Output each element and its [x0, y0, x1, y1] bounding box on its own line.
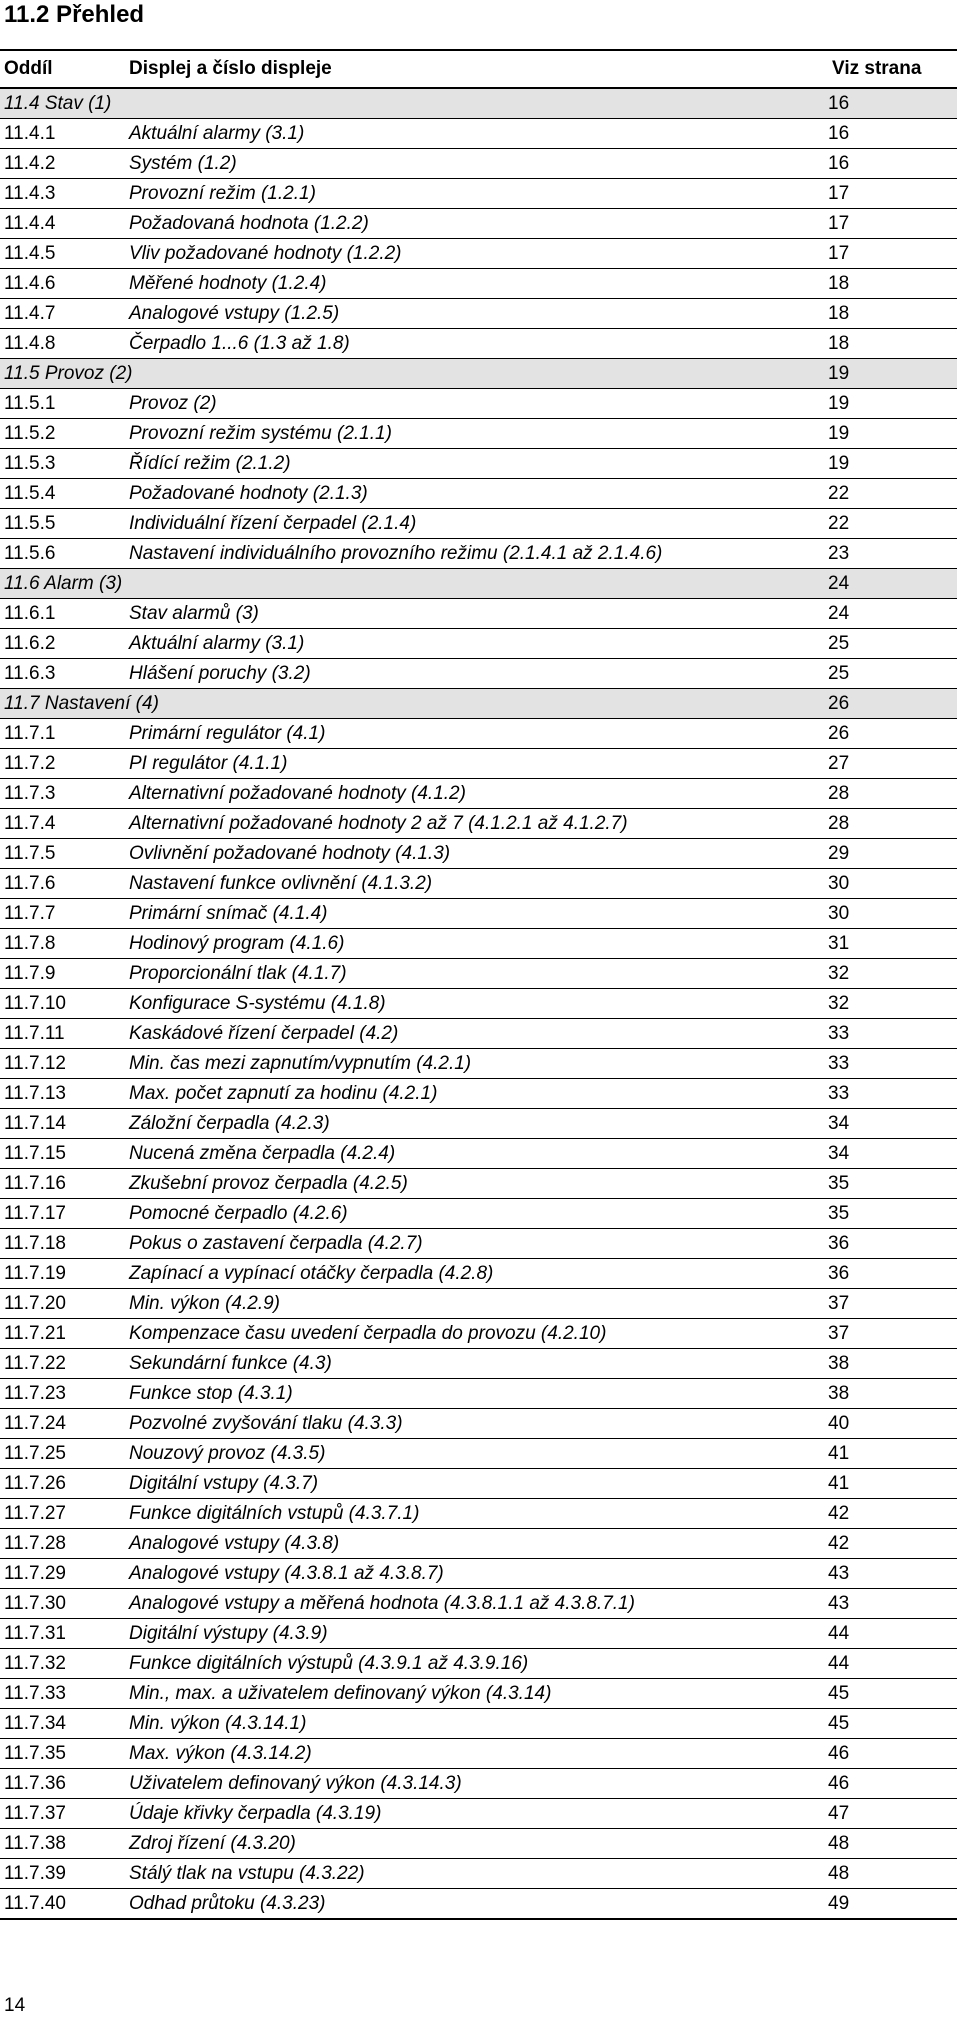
table-row [0, 1469, 957, 1499]
section-number: 11.7.15 [0, 1139, 125, 1169]
table-row [0, 449, 957, 479]
display-title: Analogové vstupy a měřená hodnota (4.3.8.1.1 až 4.3.8.7.1) [125, 1589, 828, 1619]
section-number: 11.7.10 [0, 989, 125, 1019]
display-title: Čerpadlo 1...6 (1.3 až 1.8) [125, 329, 828, 359]
page-ref: 22 [828, 479, 957, 509]
table-row [0, 1439, 957, 1469]
table-row [0, 1799, 957, 1829]
table-row [0, 599, 957, 629]
table-row [0, 1409, 957, 1439]
display-title: Aktuální alarmy (3.1) [125, 629, 828, 659]
table-header-row [0, 50, 957, 88]
display-title: Pozvolné zvyšování tlaku (4.3.3) [125, 1409, 828, 1439]
display-title: Vliv požadované hodnoty (1.2.2) [125, 239, 828, 269]
page-ref: 17 [828, 239, 957, 269]
section-number: 11.4.7 [0, 299, 125, 329]
page-ref: 34 [828, 1139, 957, 1169]
section-number: 11.7.12 [0, 1049, 125, 1079]
table-row [0, 1379, 957, 1409]
display-title: Min. výkon (4.2.9) [125, 1289, 828, 1319]
table-row [0, 809, 957, 839]
display-title: Funkce digitálních výstupů (4.3.9.1 až 4.3.9.16) [125, 1649, 828, 1679]
section-number: 11.7.22 [0, 1349, 125, 1379]
header-section: Oddíl [0, 50, 125, 88]
page-ref: 27 [828, 749, 957, 779]
display-title: Min., max. a uživatelem definovaný výkon (4.3.14) [125, 1679, 828, 1709]
section-number: 11.4.8 [0, 329, 125, 359]
table-row [0, 479, 957, 509]
section-number: 11.7.36 [0, 1769, 125, 1799]
section-number: 11.7.5 [0, 839, 125, 869]
section-number: 11.7.39 [0, 1859, 125, 1889]
table-row [0, 929, 957, 959]
page-ref: 16 [828, 119, 957, 149]
page-ref: 30 [828, 899, 957, 929]
page-ref: 35 [828, 1169, 957, 1199]
display-title: Provozní režim (1.2.1) [125, 179, 828, 209]
section-number: 11.7.26 [0, 1469, 125, 1499]
section-number: 11.7.23 [0, 1379, 125, 1409]
table-row [0, 1709, 957, 1739]
page-ref: 44 [828, 1619, 957, 1649]
display-title: Kaskádové řízení čerpadel (4.2) [125, 1019, 828, 1049]
section-number: 11.6.1 [0, 599, 125, 629]
section-number: 11.7.4 [0, 809, 125, 839]
page-ref: 45 [828, 1709, 957, 1739]
display-title: Zkušební provoz čerpadla (4.2.5) [125, 1169, 828, 1199]
display-title: Zapínací a vypínací otáčky čerpadla (4.2.8) [125, 1259, 828, 1289]
page-ref: 33 [828, 1079, 957, 1109]
page-ref: 33 [828, 1049, 957, 1079]
section-number: 11.4.6 [0, 269, 125, 299]
display-title: Hlášení poruchy (3.2) [125, 659, 828, 689]
display-title: Odhad průtoku (4.3.23) [125, 1889, 828, 1920]
page-ref: 35 [828, 1199, 957, 1229]
page-ref: 41 [828, 1439, 957, 1469]
section-number: 11.4.3 [0, 179, 125, 209]
section-number: 11.7.40 [0, 1889, 125, 1920]
page-ref: 18 [828, 299, 957, 329]
section-number: 11.5.6 [0, 539, 125, 569]
display-title: Primární snímač (4.1.4) [125, 899, 828, 929]
section-number: 11.4.5 [0, 239, 125, 269]
display-title: Nucená změna čerpadla (4.2.4) [125, 1139, 828, 1169]
table-row [0, 509, 957, 539]
table-row [0, 899, 957, 929]
display-title: Pomocné čerpadlo (4.2.6) [125, 1199, 828, 1229]
section-number: 11.7.6 [0, 869, 125, 899]
display-title: Sekundární funkce (4.3) [125, 1349, 828, 1379]
table-row [0, 779, 957, 809]
section-number: 11.7.14 [0, 1109, 125, 1139]
table-row [0, 989, 957, 1019]
table-row [0, 1529, 957, 1559]
page-ref: 25 [828, 659, 957, 689]
section-number: 11.7.31 [0, 1619, 125, 1649]
page-ref: 37 [828, 1289, 957, 1319]
page-ref: 24 [828, 599, 957, 629]
table-row [0, 239, 957, 269]
display-title: Zdroj řízení (4.3.20) [125, 1829, 828, 1859]
table-row [0, 299, 957, 329]
section-number: 11.7.13 [0, 1079, 125, 1109]
page-ref: 19 [828, 449, 957, 479]
section-number: 11.7.2 [0, 749, 125, 779]
page-ref: 28 [828, 809, 957, 839]
section-number: 11.6.2 [0, 629, 125, 659]
page-ref: 47 [828, 1799, 957, 1829]
display-title: Pokus o zastavení čerpadla (4.2.7) [125, 1229, 828, 1259]
page-ref: 36 [828, 1259, 957, 1289]
table-row [0, 1739, 957, 1769]
table-row [0, 869, 957, 899]
table-row [0, 1079, 957, 1109]
table-row [0, 719, 957, 749]
display-title: Min. výkon (4.3.14.1) [125, 1709, 828, 1739]
display-title: PI regulátor (4.1.1) [125, 749, 828, 779]
group-label: 11.4 Stav (1) [0, 88, 828, 119]
display-title: Analogové vstupy (4.3.8.1 až 4.3.8.7) [125, 1559, 828, 1589]
page-ref: 18 [828, 329, 957, 359]
display-title: Provozní režim systému (2.1.1) [125, 419, 828, 449]
table-row [0, 1889, 957, 1920]
table-row [0, 749, 957, 779]
section-number: 11.7.17 [0, 1199, 125, 1229]
page-ref: 23 [828, 539, 957, 569]
group-label: 11.7 Nastavení (4) [0, 689, 828, 719]
display-title: Funkce digitálních vstupů (4.3.7.1) [125, 1499, 828, 1529]
table-row [0, 179, 957, 209]
page-ref: 48 [828, 1859, 957, 1889]
page-ref: 36 [828, 1229, 957, 1259]
page-ref: 24 [828, 569, 957, 599]
table-row [0, 329, 957, 359]
table-row [0, 659, 957, 689]
display-title: Funkce stop (4.3.1) [125, 1379, 828, 1409]
display-title: Nouzový provoz (4.3.5) [125, 1439, 828, 1469]
table-row [0, 539, 957, 569]
section-number: 11.7.34 [0, 1709, 125, 1739]
group-label: 11.5 Provoz (2) [0, 359, 828, 389]
section-number: 11.5.2 [0, 419, 125, 449]
section-number: 11.7.11 [0, 1019, 125, 1049]
display-title: Digitální výstupy (4.3.9) [125, 1619, 828, 1649]
display-title: Provoz (2) [125, 389, 828, 419]
section-number: 11.7.38 [0, 1829, 125, 1859]
page-ref: 29 [828, 839, 957, 869]
display-title: Řídící režim (2.1.2) [125, 449, 828, 479]
page-ref: 34 [828, 1109, 957, 1139]
section-number: 11.4.2 [0, 149, 125, 179]
section-number: 11.7.18 [0, 1229, 125, 1259]
section-number: 11.7.3 [0, 779, 125, 809]
page-ref: 17 [828, 179, 957, 209]
page-ref: 19 [828, 359, 957, 389]
table-row [0, 1259, 957, 1289]
page-title: 11.2 Přehled [4, 1, 145, 28]
section-number: 11.7.32 [0, 1649, 125, 1679]
display-title: Alternativní požadované hodnoty (4.1.2) [125, 779, 828, 809]
display-title: Individuální řízení čerpadel (2.1.4) [125, 509, 828, 539]
display-title: Max. počet zapnutí za hodinu (4.2.1) [125, 1079, 828, 1109]
display-title: Digitální vstupy (4.3.7) [125, 1469, 828, 1499]
table-row [0, 1589, 957, 1619]
table-row [0, 1769, 957, 1799]
table-group-row [0, 689, 957, 719]
page-ref: 28 [828, 779, 957, 809]
page-ref: 38 [828, 1379, 957, 1409]
table-row [0, 1349, 957, 1379]
table-row [0, 959, 957, 989]
table-row [0, 839, 957, 869]
display-title: Uživatelem definovaný výkon (4.3.14.3) [125, 1769, 828, 1799]
page-ref: 19 [828, 389, 957, 419]
section-number: 11.5.3 [0, 449, 125, 479]
page-ref: 26 [828, 719, 957, 749]
table-row [0, 1109, 957, 1139]
display-title: Konfigurace S-systému (4.1.8) [125, 989, 828, 1019]
page-number: 14 [4, 1995, 26, 2016]
header-page: Viz strana [828, 50, 957, 88]
display-title: Kompenzace času uvedení čerpadla do provozu (4.2.10) [125, 1319, 828, 1349]
display-title: Min. čas mezi zapnutím/vypnutím (4.2.1) [125, 1049, 828, 1079]
page-ref: 43 [828, 1559, 957, 1589]
section-number: 11.5.4 [0, 479, 125, 509]
page-ref: 46 [828, 1739, 957, 1769]
table-row [0, 1199, 957, 1229]
section-number: 11.7.30 [0, 1589, 125, 1619]
display-title: Požadované hodnoty (2.1.3) [125, 479, 828, 509]
display-title: Údaje křivky čerpadla (4.3.19) [125, 1799, 828, 1829]
section-number: 11.7.16 [0, 1169, 125, 1199]
section-number: 11.7.37 [0, 1799, 125, 1829]
display-title: Záložní čerpadla (4.2.3) [125, 1109, 828, 1139]
display-title: Proporcionální tlak (4.1.7) [125, 959, 828, 989]
page-ref: 33 [828, 1019, 957, 1049]
page-ref: 40 [828, 1409, 957, 1439]
page-ref: 37 [828, 1319, 957, 1349]
page-ref: 44 [828, 1649, 957, 1679]
table-row [0, 1169, 957, 1199]
overview-table [0, 49, 957, 1920]
display-title: Nastavení funkce ovlivnění (4.1.3.2) [125, 869, 828, 899]
section-number: 11.7.25 [0, 1439, 125, 1469]
section-number: 11.7.7 [0, 899, 125, 929]
table-row [0, 1019, 957, 1049]
section-number: 11.7.20 [0, 1289, 125, 1319]
section-number: 11.7.29 [0, 1559, 125, 1589]
table-row [0, 389, 957, 419]
display-title: Max. výkon (4.3.14.2) [125, 1739, 828, 1769]
page-ref: 30 [828, 869, 957, 899]
section-number: 11.7.27 [0, 1499, 125, 1529]
table-row [0, 629, 957, 659]
page-ref: 43 [828, 1589, 957, 1619]
table-row [0, 1049, 957, 1079]
display-title: Požadovaná hodnota (1.2.2) [125, 209, 828, 239]
section-number: 11.4.4 [0, 209, 125, 239]
display-title: Stálý tlak na vstupu (4.3.22) [125, 1859, 828, 1889]
table-row [0, 149, 957, 179]
page-ref: 25 [828, 629, 957, 659]
display-title: Měřené hodnoty (1.2.4) [125, 269, 828, 299]
table-row [0, 1229, 957, 1259]
section-number: 11.5.1 [0, 389, 125, 419]
table-row [0, 1859, 957, 1889]
group-label: 11.6 Alarm (3) [0, 569, 828, 599]
page-ref: 42 [828, 1499, 957, 1529]
page-ref: 48 [828, 1829, 957, 1859]
section-number: 11.7.19 [0, 1259, 125, 1289]
display-title: Aktuální alarmy (3.1) [125, 119, 828, 149]
table-body [0, 88, 957, 1919]
page-ref: 41 [828, 1469, 957, 1499]
page-ref: 46 [828, 1769, 957, 1799]
table-group-row [0, 359, 957, 389]
section-number: 11.7.35 [0, 1739, 125, 1769]
table-row [0, 419, 957, 449]
page-ref: 19 [828, 419, 957, 449]
page-ref: 26 [828, 689, 957, 719]
section-number: 11.6.3 [0, 659, 125, 689]
section-number: 11.7.9 [0, 959, 125, 989]
display-title: Nastavení individuálního provozního režimu (2.1.4.1 až 2.1.4.6) [125, 539, 828, 569]
display-title: Ovlivnění požadované hodnoty (4.1.3) [125, 839, 828, 869]
display-title: Systém (1.2) [125, 149, 828, 179]
table-row [0, 1319, 957, 1349]
table-row [0, 119, 957, 149]
display-title: Hodinový program (4.1.6) [125, 929, 828, 959]
section-number: 11.7.21 [0, 1319, 125, 1349]
table-row [0, 209, 957, 239]
page-ref: 32 [828, 989, 957, 1019]
header-display: Displej a číslo displeje [125, 50, 828, 88]
page-ref: 16 [828, 149, 957, 179]
page-ref: 32 [828, 959, 957, 989]
table-row [0, 1829, 957, 1859]
page-ref: 16 [828, 88, 957, 119]
section-number: 11.7.8 [0, 929, 125, 959]
page-ref: 31 [828, 929, 957, 959]
page-ref: 18 [828, 269, 957, 299]
table-group-row [0, 88, 957, 119]
table-row [0, 1559, 957, 1589]
display-title: Analogové vstupy (1.2.5) [125, 299, 828, 329]
page-ref: 42 [828, 1529, 957, 1559]
table-row [0, 1499, 957, 1529]
table-row [0, 269, 957, 299]
section-number: 11.7.28 [0, 1529, 125, 1559]
table-row [0, 1649, 957, 1679]
display-title: Stav alarmů (3) [125, 599, 828, 629]
page-ref: 45 [828, 1679, 957, 1709]
table-group-row [0, 569, 957, 599]
table-row [0, 1679, 957, 1709]
section-number: 11.7.33 [0, 1679, 125, 1709]
page-ref: 38 [828, 1349, 957, 1379]
display-title: Analogové vstupy (4.3.8) [125, 1529, 828, 1559]
table-row [0, 1139, 957, 1169]
table-row [0, 1289, 957, 1319]
section-number: 11.7.24 [0, 1409, 125, 1439]
display-title: Primární regulátor (4.1) [125, 719, 828, 749]
page-ref: 49 [828, 1889, 957, 1920]
display-title: Alternativní požadované hodnoty 2 až 7 (4.1.2.1 až 4.1.2.7) [125, 809, 828, 839]
section-number: 11.5.5 [0, 509, 125, 539]
section-number: 11.4.1 [0, 119, 125, 149]
page-ref: 17 [828, 209, 957, 239]
section-number: 11.7.1 [0, 719, 125, 749]
page-ref: 22 [828, 509, 957, 539]
table-row [0, 1619, 957, 1649]
